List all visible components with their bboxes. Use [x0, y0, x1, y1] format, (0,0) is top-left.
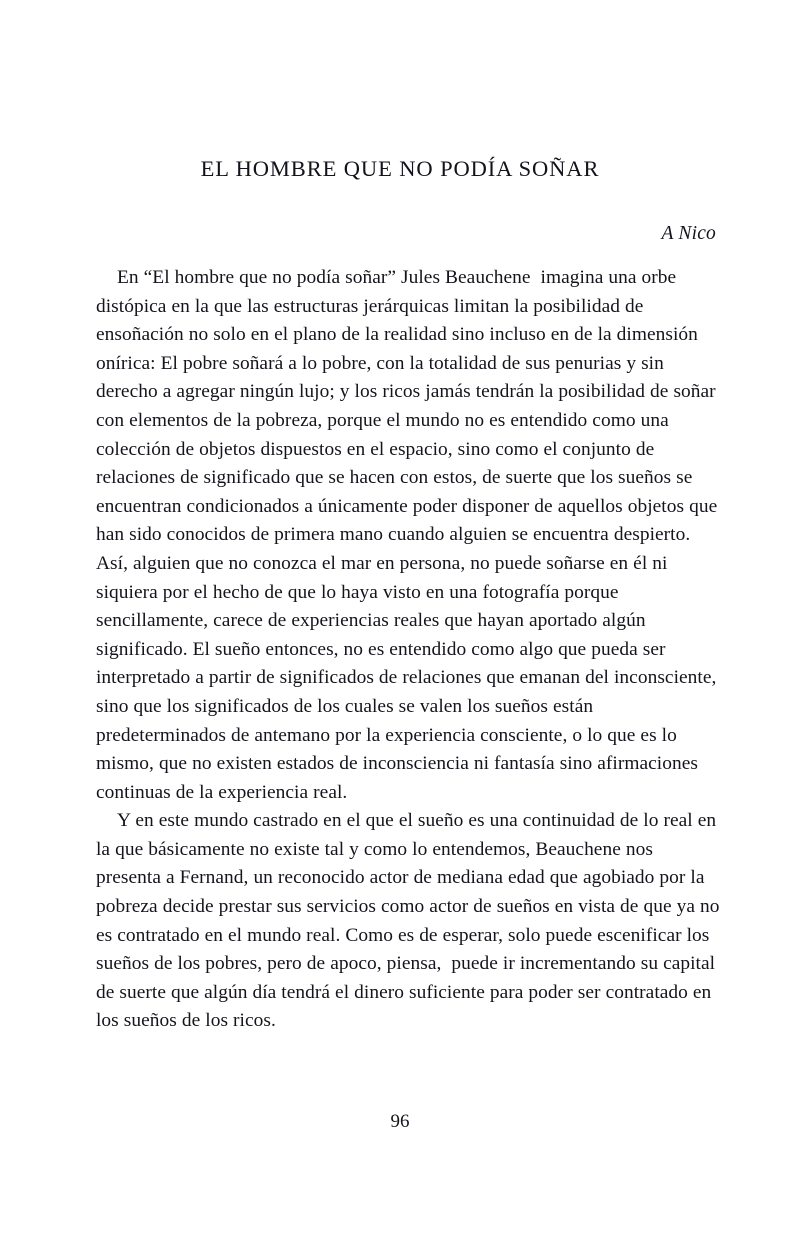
paragraph-1: En “El hombre que no podía soñar” Jules Beauchene imagina una orbe distópica en la que las estructuras jerárquicas limitan la posibilidad de ensoñación no solo en el plano de la realidad sino incluso en de la dimensión onírica: El pobre soñará a lo pobre, con la totalidad de sus penurias y sin derecho a agregar ningún lujo; y los ricos jamás tendrán la posibilidad de soñar con elementos de la pobreza, porque el mundo no es entendido como una colección de objetos dispuestos en el espacio, sino como el conjunto de relaciones de significado que se hacen con estos, de suerte que los sueños se encuentran condicionados a únicamente poder disponer de aquellos objetos que han sido conocidos de primera mano cuando alguien se encuentra despierto. Así, alguien que no conozca el mar en persona, no puede soñarse en él ni siquiera por el hecho de que lo haya visto en una fotografía porque sencillamente, carece de experiencias reales que hayan aportado algún significado. El sueño entonces, no es entendido como algo que pueda ser interpretado a partir de significados de relaciones que emanan del inconsciente, sino que los significados de los cuales se valen los sueños están predeterminados de antemano por la experiencia consciente, o lo que es lo mismo, que no existen estados de inconsciencia ni fantasía sino afirmaciones continuas de la experiencia real.: [96, 267, 723, 803]
page-number: 96: [390, 1111, 410, 1132]
chapter-title: EL HOMBRE QUE NO PODÍA SOÑAR: [200, 156, 600, 182]
body-text-block: [96, 264, 725, 1036]
dedication-line: A Nico: [661, 223, 716, 244]
paragraph-2: Y en este mundo castrado en el que el sueño es una continuidad de lo real en la que básicamente no existe tal y como lo entendemos, Beauchene nos presenta a Fernand, un reconocido actor de mediana edad que agobiado por la pobreza decide prestar sus servicios como actor de sueños en vista de que ya no es contratado en el mundo real. Como es de esperar, solo puede escenificar los sueños de los pobres, pero de apoco, piensa, puede ir incrementando su capital de suerte que algún día tendrá el dinero suficiente para poder ser contratado en los sueños de los ricos.: [96, 810, 725, 1032]
